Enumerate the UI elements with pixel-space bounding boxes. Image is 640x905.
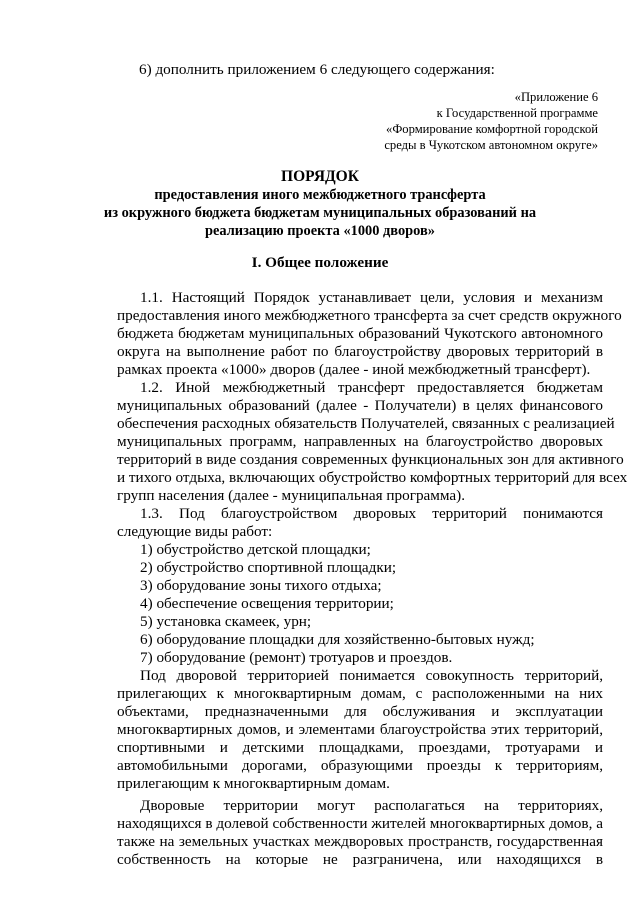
title-line: предоставления иного межбюджетного трансферта [154,187,486,203]
paragraph-line: прилегающим к многоквартирным домам. [117,775,390,792]
list-item: 4) обеспечение освещения территории; [140,595,394,612]
section-heading: I. Общее положение [251,254,389,271]
paragraph-line: и тихого отдыха, включающих обустройство комфортных территорий для всех [117,469,628,486]
paragraph-line: 1.1. Настоящий Порядок устанавливает цели, условия и механизм [140,289,603,306]
paragraph-line: собственность на которые не разграничена, или находящихся в [117,851,603,868]
paragraph-line: обеспечения расходных обязательств Получателей, связанных с реализацией [117,415,615,432]
paragraph-line: следующие виды работ: [117,523,273,540]
list-item: 3) оборудование зоны тихого отдыха; [140,577,382,594]
paragraph-line: рамках проекта «1000» дворов (далее - иной межбюджетный трансферт). [117,361,591,378]
appendix-reference [358,89,598,153]
paragraph-line: предоставления иного межбюджетного трансферта за счет средств окружного [117,307,622,324]
paragraph-line: бюджета бюджетам муниципальных образований Чукотского автономного [117,325,603,342]
paragraph-line: групп населения (далее - муниципальная программа). [117,487,465,504]
list-item: 5) установка скамеек, урн; [140,613,312,630]
appendix-line: «Приложение 6 [514,90,598,104]
title-main: ПОРЯДОК [281,168,359,185]
paragraph-line: 1.3. Под благоустройством дворовых территорий понимаются [140,505,603,522]
list-item: 7) оборудование (ремонт) тротуаров и проездов. [140,649,453,666]
paragraph-line: объектами, предназначенными для обслуживания и эксплуатации [117,703,603,720]
intro-line: 6) дополнить приложением 6 следующего содержания: [139,61,495,78]
paragraph-line: муниципальных образований (далее - Получатели) в целях финансового [117,397,603,414]
document-title [0,168,640,240]
paragraph-line: муниципальных программ, направленных на благоустройство дворовых [117,433,603,450]
title-line: из окружного бюджета бюджетам муниципальных образований на [103,205,537,221]
paragraph-line: территорий в виде создания современных функциональных зон для активного [117,451,624,468]
paragraph-line: округа на выполнение работ по благоустройству дворовых территорий в [117,343,603,360]
paragraph-line: также на земельных участках междворовых пространств, государственная [117,833,603,850]
paragraph-line: Под дворовой территорией понимается совокупность территорий, [140,667,603,684]
list-item: 2) обустройство спортивной площадки; [140,559,397,576]
list-item: 1) обустройство детской площадки; [140,541,371,558]
paragraph-line: прилегающих к многоквартирным домам, с расположенными на них [117,685,603,702]
paragraph-line: автомобильными дорогами, образующими проезды к территориям, [117,757,603,774]
appendix-line: к Государственной программе [436,106,598,120]
paragraph-line: находящихся в долевой собственности жителей многоквартирных домов, а [117,815,603,832]
paragraph-line: 1.2. Иной межбюджетный трансферт предоставляется бюджетам [140,379,603,396]
paragraph-line: спортивными и детскими площадками, проездами, тротуарами и [117,739,603,756]
paragraph-line: многоквартирных домов, и элементами благоустройства этих территорий, [117,721,603,738]
paragraph-line: Дворовые территории могут располагаться на территориях, [140,797,603,814]
appendix-line: среды в Чукотском автономном округе» [384,138,598,152]
list-item: 6) оборудование площадки для хозяйственно-бытовых нужд; [140,631,535,648]
appendix-line: «Формирование комфортной городской [386,122,598,136]
title-line: реализацию проекта «1000 дворов» [205,223,435,239]
